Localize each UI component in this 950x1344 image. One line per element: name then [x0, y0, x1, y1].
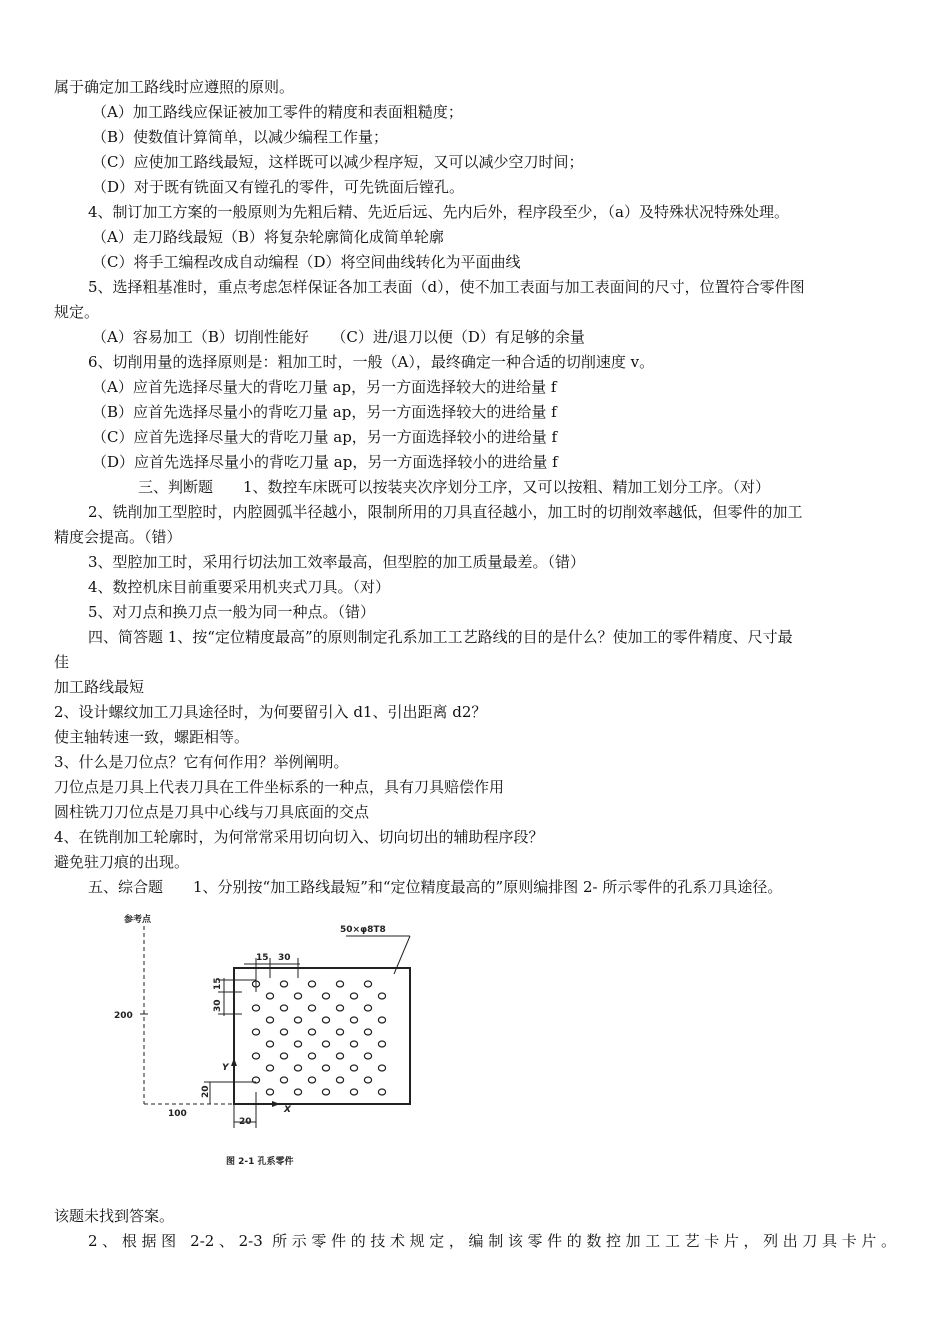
- text-line: 该题未找到答案。: [54, 1207, 175, 1225]
- option-line: （D）对于既有铣面又有镗孔的零件，可先铣面后镗孔。: [92, 178, 465, 196]
- option-line: （B）使数值计算简单，以减少编程工作量；: [92, 128, 389, 146]
- hole: [364, 1005, 371, 1011]
- hole: [294, 993, 301, 999]
- text-line: 佳: [54, 653, 70, 671]
- hole: [308, 1029, 315, 1035]
- y-axis-arrow: [231, 1058, 237, 1066]
- question-line: 3、型腔加工时，采用行切法加工效率最高，但型腔的加工质量最差。（错）: [88, 553, 586, 571]
- hole: [350, 1065, 357, 1071]
- hole: [266, 1065, 273, 1071]
- text-line: 属于确定加工路线时应遵照的原则。: [54, 78, 295, 96]
- option-line: （C）将手工编程改成自动编程（D）将空间曲线转化为平面曲线: [92, 253, 521, 271]
- hole: [294, 1065, 301, 1071]
- hole: [294, 1041, 301, 1047]
- ref-point-label: 参考点: [124, 915, 152, 925]
- text-line: 精度会提高。（错）: [54, 528, 182, 546]
- section-heading: 四、简答题 1、按“定位精度最高”的原则制定孔系加工工艺路线的目的是什么？使加工的零件精度、尺寸最: [88, 628, 793, 646]
- hole: [336, 1005, 343, 1011]
- dim-15-top: 15: [256, 953, 269, 963]
- hole: [378, 1089, 385, 1095]
- hole: [266, 1017, 273, 1023]
- option-line: （D）应首先选择尽量小的背吃刀量 ap，另一方面选择较小的进给量 f: [92, 453, 558, 471]
- answer-line: 避免驻刀痕的出现。: [54, 853, 190, 871]
- hole: [308, 981, 315, 987]
- question-line: 2、铣削加工型腔时，内腔圆弧半径越小，限制所用的刀具直径越小，加工时的切削效率越低，但零件的加工: [88, 503, 803, 521]
- dim-100: 100: [168, 1109, 187, 1119]
- section-heading: 三、判断题 1、数控车床既可以按装夹次序划分工序，又可以按粗、精加工划分工序。（对）: [138, 478, 771, 496]
- part-outline: [234, 968, 410, 1104]
- hole: [266, 1089, 273, 1095]
- hole: [308, 1053, 315, 1059]
- hole: [364, 1077, 371, 1083]
- option-line: （A）容易加工（B）切削性能好 （C）进/退刀以便（D）有足够的余量: [92, 328, 585, 346]
- hole: [322, 1089, 329, 1095]
- hole: [364, 1029, 371, 1035]
- figure-caption: 图 2-1 孔系零件: [226, 1157, 294, 1167]
- section-heading: 五、综合题 1、分别按“加工路线最短”和“定位精度最高的”原则编排图 2- 所示零件的孔系刀具途径。: [88, 878, 783, 896]
- question-line: 3、什么是刀位点？它有何作用？举例阐明。: [54, 753, 349, 771]
- hole: [252, 1053, 259, 1059]
- option-line: （C）应首先选择尽量大的背吃刀量 ap，另一方面选择较小的进给量 f: [92, 428, 558, 446]
- answer-line: 刀位点是刀具上代表刀具在工件坐标系的一种点，具有刀具赔偿作用: [54, 778, 505, 796]
- dim-20-bottom: 20: [239, 1117, 252, 1127]
- hole: [280, 1077, 287, 1083]
- hole: [364, 1053, 371, 1059]
- question-line: 5、选择粗基准时，重点考虑怎样保证各加工表面（d），使不加工表面与加工表面间的尺寸，位置符合零件图: [88, 278, 805, 296]
- question-line: 4、制订加工方案的一般原则为先粗后精、先近后远、先内后外，程序段至少，（a）及特殊状况特殊处理。: [88, 203, 789, 221]
- question-line: 5、对刀点和换刀点一般为同一种点。（错）: [88, 603, 376, 621]
- dim-200: 200: [114, 1011, 133, 1021]
- question-line: 2、设计螺纹加工刀具途径时，为何要留引入 d1、引出距离 d2？: [54, 703, 487, 721]
- hole: [378, 1041, 385, 1047]
- hole: [308, 1077, 315, 1083]
- hole-part-drawing: [110, 912, 430, 1174]
- dim-20-left: 20: [201, 1085, 211, 1098]
- hole: [336, 981, 343, 987]
- hole: [378, 1017, 385, 1023]
- hole-grid: [252, 981, 385, 1095]
- answer-line: 加工路线最短: [54, 678, 145, 696]
- hole: [252, 1029, 259, 1035]
- hole-part-figure: [110, 912, 430, 1174]
- option-line: （A）走刀路线最短（B）将复杂轮廓简化成简单轮廓: [92, 228, 444, 246]
- hole: [322, 1065, 329, 1071]
- hole: [322, 1017, 329, 1023]
- hole: [294, 1017, 301, 1023]
- answer-line: 使主轴转速一致，螺距相等。: [54, 728, 250, 746]
- hole: [280, 1029, 287, 1035]
- hole: [308, 1005, 315, 1011]
- hole: [322, 1041, 329, 1047]
- option-line: （A）应首先选择尽量大的背吃刀量 ap，另一方面选择较大的进给量 f: [92, 378, 557, 396]
- hole: [336, 1077, 343, 1083]
- hole: [350, 1017, 357, 1023]
- hole: [350, 1089, 357, 1095]
- hole: [378, 993, 385, 999]
- question-line: 6、切削用量的选择原则是：粗加工时，一般（A），最终确定一种合适的切削速度 v。: [88, 353, 655, 371]
- hole: [294, 1089, 301, 1095]
- hole-spec-label: 50×φ8T8: [340, 925, 386, 935]
- hole: [364, 981, 371, 987]
- hole: [280, 981, 287, 987]
- question-line: 2、根据图 2-2、2-3 所示零件的技术规定，编制该零件的数控加工工艺卡片，列出刀具卡片。: [88, 1232, 896, 1250]
- answer-line: 圆柱铣刀刀位点是刀具中心线与刀具底面的交点: [54, 803, 370, 821]
- hole: [266, 993, 273, 999]
- hole: [266, 1041, 273, 1047]
- hole: [252, 1005, 259, 1011]
- hole: [378, 1065, 385, 1071]
- option-line: （B）应首先选择尽量小的背吃刀量 ap，另一方面选择较大的进给量 f: [92, 403, 557, 421]
- x-axis-arrow: [272, 1101, 280, 1107]
- question-line: 4、数控机床目前重要采用机夹式刀具。（对）: [88, 578, 391, 596]
- option-line: （A）加工路线应保证被加工零件的精度和表面粗糙度；: [92, 103, 463, 121]
- hole: [350, 993, 357, 999]
- hole: [336, 1053, 343, 1059]
- y-axis-label: Y: [222, 1063, 229, 1073]
- text-line: 规定。: [54, 303, 100, 321]
- question-line: 4、在铣削加工轮廓时，为何常常采用切向切入、切向切出的辅助程序段？: [54, 828, 544, 846]
- hole: [322, 993, 329, 999]
- hole: [280, 1053, 287, 1059]
- dim-30-top: 30: [278, 953, 291, 963]
- hole: [280, 1005, 287, 1011]
- hole: [336, 1029, 343, 1035]
- dim-30-left: 30: [213, 999, 223, 1012]
- option-line: （C）应使加工路线最短，这样既可以减少程序短，又可以减少空刀时间；: [92, 153, 584, 171]
- x-axis-label: X: [284, 1105, 291, 1115]
- dim-15-left: 15: [213, 977, 223, 990]
- hole: [350, 1041, 357, 1047]
